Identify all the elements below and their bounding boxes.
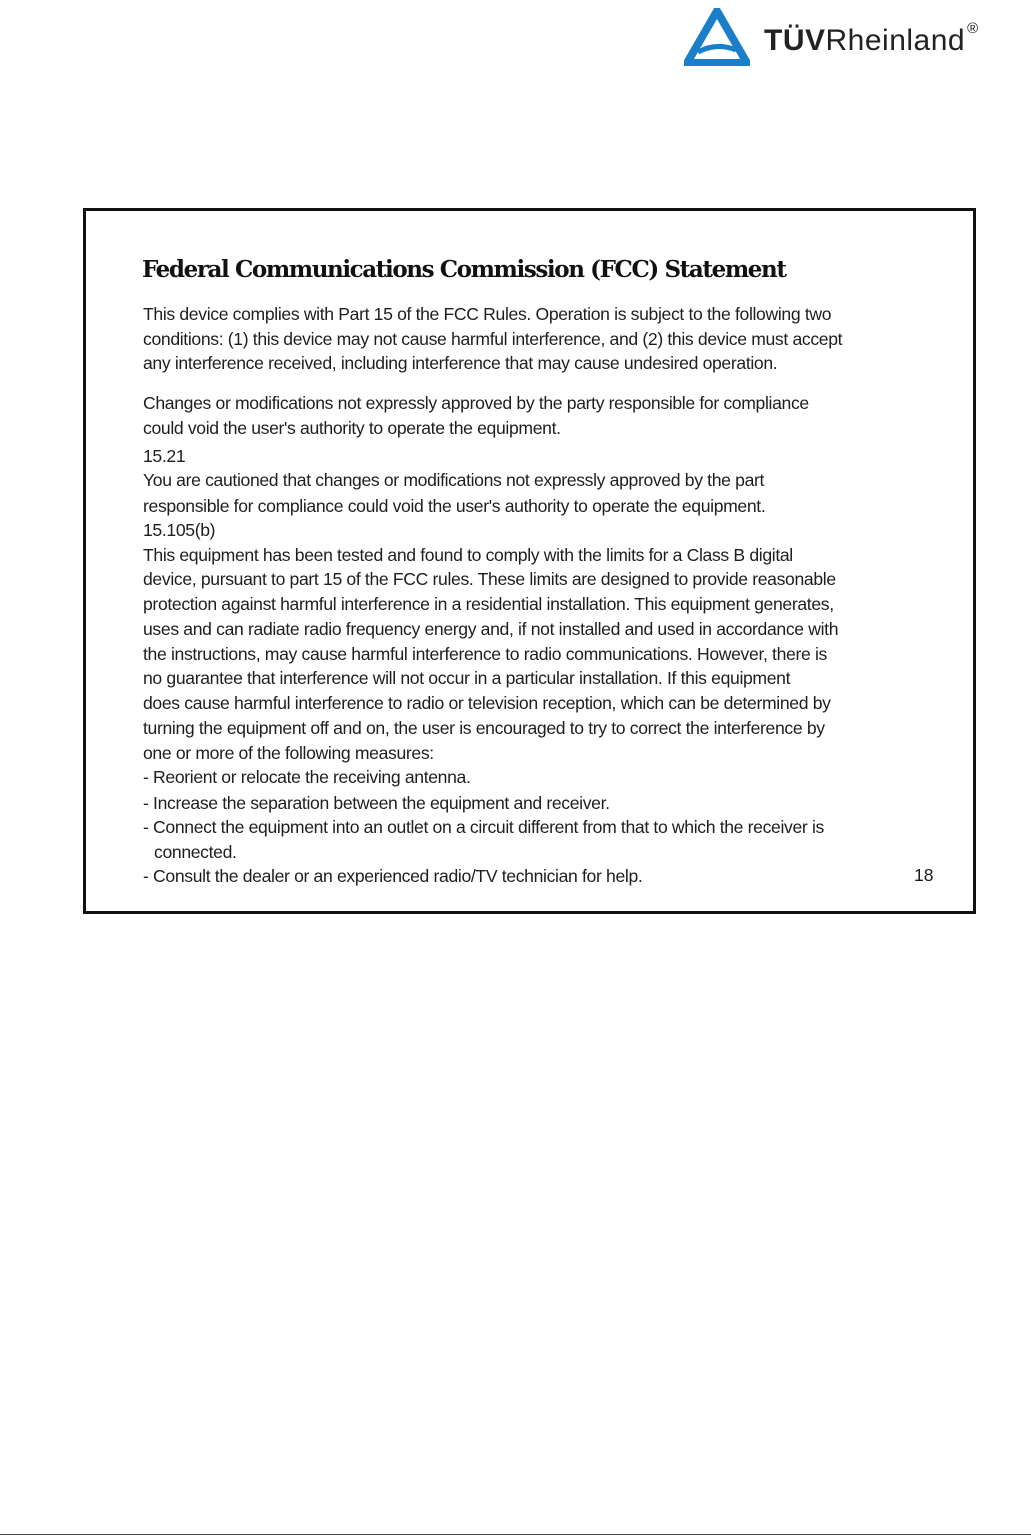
body-line: responsible for compliance could void the user's authority to operate the equipment.	[143, 496, 766, 516]
body-line: no guarantee that interference will not occur in a particular installation. If this equipment	[143, 668, 791, 688]
body-line: - Consult the dealer or an experienced radio/TV technician for help.	[143, 866, 643, 886]
body-line: one or more of the following measures:	[143, 743, 434, 763]
body-line: does cause harmful interference to radio or television reception, which can be determined by	[143, 693, 831, 713]
tuv-triangle-icon	[684, 8, 750, 66]
body-line: 15.105(b)	[143, 520, 216, 540]
body-line: - Increase the separation between the equipment and receiver.	[143, 793, 610, 813]
body-line: conditions: (1) this device may not cause harmful interference, and (2) this device must accept	[143, 329, 843, 349]
body-line: This device complies with Part 15 of the FCC Rules. Operation is subject to the following two	[143, 304, 832, 324]
body-line: device, pursuant to part 15 of the FCC rules. These limits are designed to provide reasonable	[143, 569, 836, 589]
body-line: - Reorient or relocate the receiving antenna.	[143, 767, 471, 787]
logo-text: TÜVRheinland ®	[764, 20, 979, 57]
statement-title: Federal Communications Commission (FCC) Statement	[142, 256, 786, 283]
bottom-rule	[0, 1534, 1031, 1535]
body-line: You are cautioned that changes or modifications not expressly approved by the part	[143, 470, 765, 490]
body-line: turning the equipment off and on, the user is encouraged to try to correct the interference by	[143, 718, 825, 738]
body-line: any interference received, including interference that may cause undesired operation.	[143, 353, 778, 373]
body-line: could void the user's authority to operate the equipment.	[143, 418, 561, 438]
body-line: uses and can radiate radio frequency energy and, if not installed and used in accordance with	[143, 619, 839, 639]
body-line: protection against harmful interference in a residential installation. This equipment generates,	[143, 594, 834, 614]
body-line: - Connect the equipment into an outlet on a circuit different from that to which the receiver is	[143, 817, 824, 837]
body-line: Changes or modifications not expressly approved by the party responsible for compliance	[143, 393, 809, 413]
body-line: This equipment has been tested and found to comply with the limits for a Class B digital	[143, 545, 793, 565]
page-number: 18	[914, 865, 934, 885]
body-line: connected.	[154, 842, 237, 862]
tuv-rheinland-logo	[684, 8, 1024, 68]
body-line: 15.21	[143, 446, 186, 466]
body-line: the instructions, may cause harmful interference to radio communications. However, there is	[143, 644, 827, 664]
